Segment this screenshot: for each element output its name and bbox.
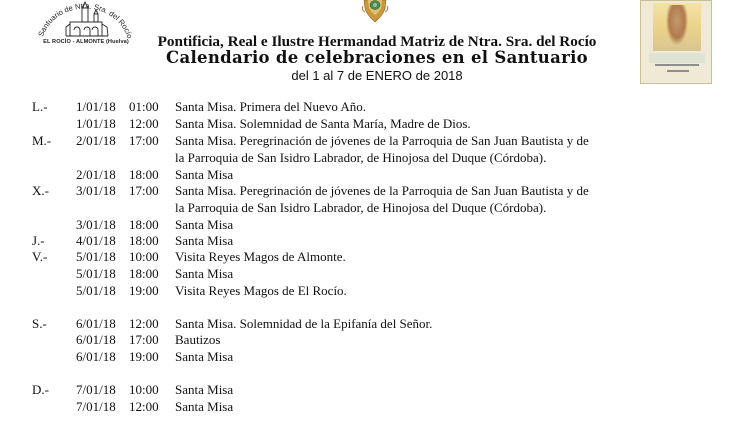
date: 3/01/18 [76,217,116,232]
description: Santa Misa [175,399,234,414]
time: 19:00 [129,349,159,364]
description: Santa Misa. Solemnidad de la Epifanía del Señor. [175,316,433,331]
time: 18:00 [129,167,159,182]
date: 2/01/18 [76,133,116,148]
day-label: D.- [32,382,49,397]
date: 4/01/18 [76,233,116,248]
description: Santa Misa. Primera del Nuevo Año. [175,99,366,114]
time: 18:00 [129,217,159,232]
day-label: X.- [32,183,49,198]
description: Santa Misa [175,266,234,281]
time: 18:00 [129,233,159,248]
day-label: J.- [32,233,45,248]
date: 6/01/18 [76,349,116,364]
time: 12:00 [129,399,159,414]
description: Visita Reyes Magos de Almonte. [175,249,346,264]
page-title: Calendario de celebraciones en el Santuario [166,48,588,67]
time: 17:00 [129,332,159,347]
description: Visita Reyes Magos de El Rocío. [175,283,347,298]
date: 5/01/18 [76,249,116,264]
description: Santa Misa. Peregrinación de jóvenes de la Parroquia de San Juan Bautista y de [175,133,589,148]
date: 6/01/18 [76,316,116,331]
description-continuation: la Parroquia de San Isidro Labrador, de Hinojosa del Duque (Córdoba). [175,150,547,165]
day-label: S.- [32,316,47,331]
svg-text:Santuario de Ntra. Sra. del Ro: Santuario de Ntra. Sra. del Rocío [36,1,135,40]
time: 12:00 [129,116,159,131]
crest-icon [360,0,390,22]
time: 19:00 [129,283,159,298]
description: Santa Misa. Solemnidad de Santa María, Madre de Dios. [175,116,471,131]
date: 3/01/18 [76,183,116,198]
date: 5/01/18 [76,266,116,281]
time: 12:00 [129,316,159,331]
page-subtitle: del 1 al 7 de ENERO de 2018 [291,68,463,83]
description: Santa Misa [175,382,234,397]
time: 17:00 [129,183,159,198]
date: 6/01/18 [76,332,116,347]
logo-caption: EL ROCÍO - ALMONTE (Huelva) [43,39,129,45]
date: 7/01/18 [76,382,116,397]
time: 01:00 [129,99,159,114]
description: Santa Misa [175,233,234,248]
time: 10:00 [129,382,159,397]
day-label: V.- [32,249,48,264]
description: Santa Misa. Peregrinación de jóvenes de la Parroquia de San Juan Bautista y de [175,183,589,198]
date: 1/01/18 [76,99,116,114]
time: 18:00 [129,266,159,281]
date: 1/01/18 [76,116,116,131]
date: 2/01/18 [76,167,116,182]
day-label: M.- [32,133,52,148]
date: 7/01/18 [76,399,116,414]
brotherhood-name: Pontificia, Real e Ilustre Hermandad Matriz de Ntra. Sra. del Rocío [157,33,597,50]
time: 10:00 [129,249,159,264]
description: Santa Misa [175,349,234,364]
time: 17:00 [129,133,159,148]
description: Bautizos [175,332,221,347]
day-label: L.- [32,99,48,114]
description: Santa Misa [175,167,234,182]
description: Santa Misa [175,217,234,232]
date: 5/01/18 [76,283,116,298]
description-continuation: la Parroquia de San Isidro Labrador, de Hinojosa del Duque (Córdoba). [175,200,547,215]
